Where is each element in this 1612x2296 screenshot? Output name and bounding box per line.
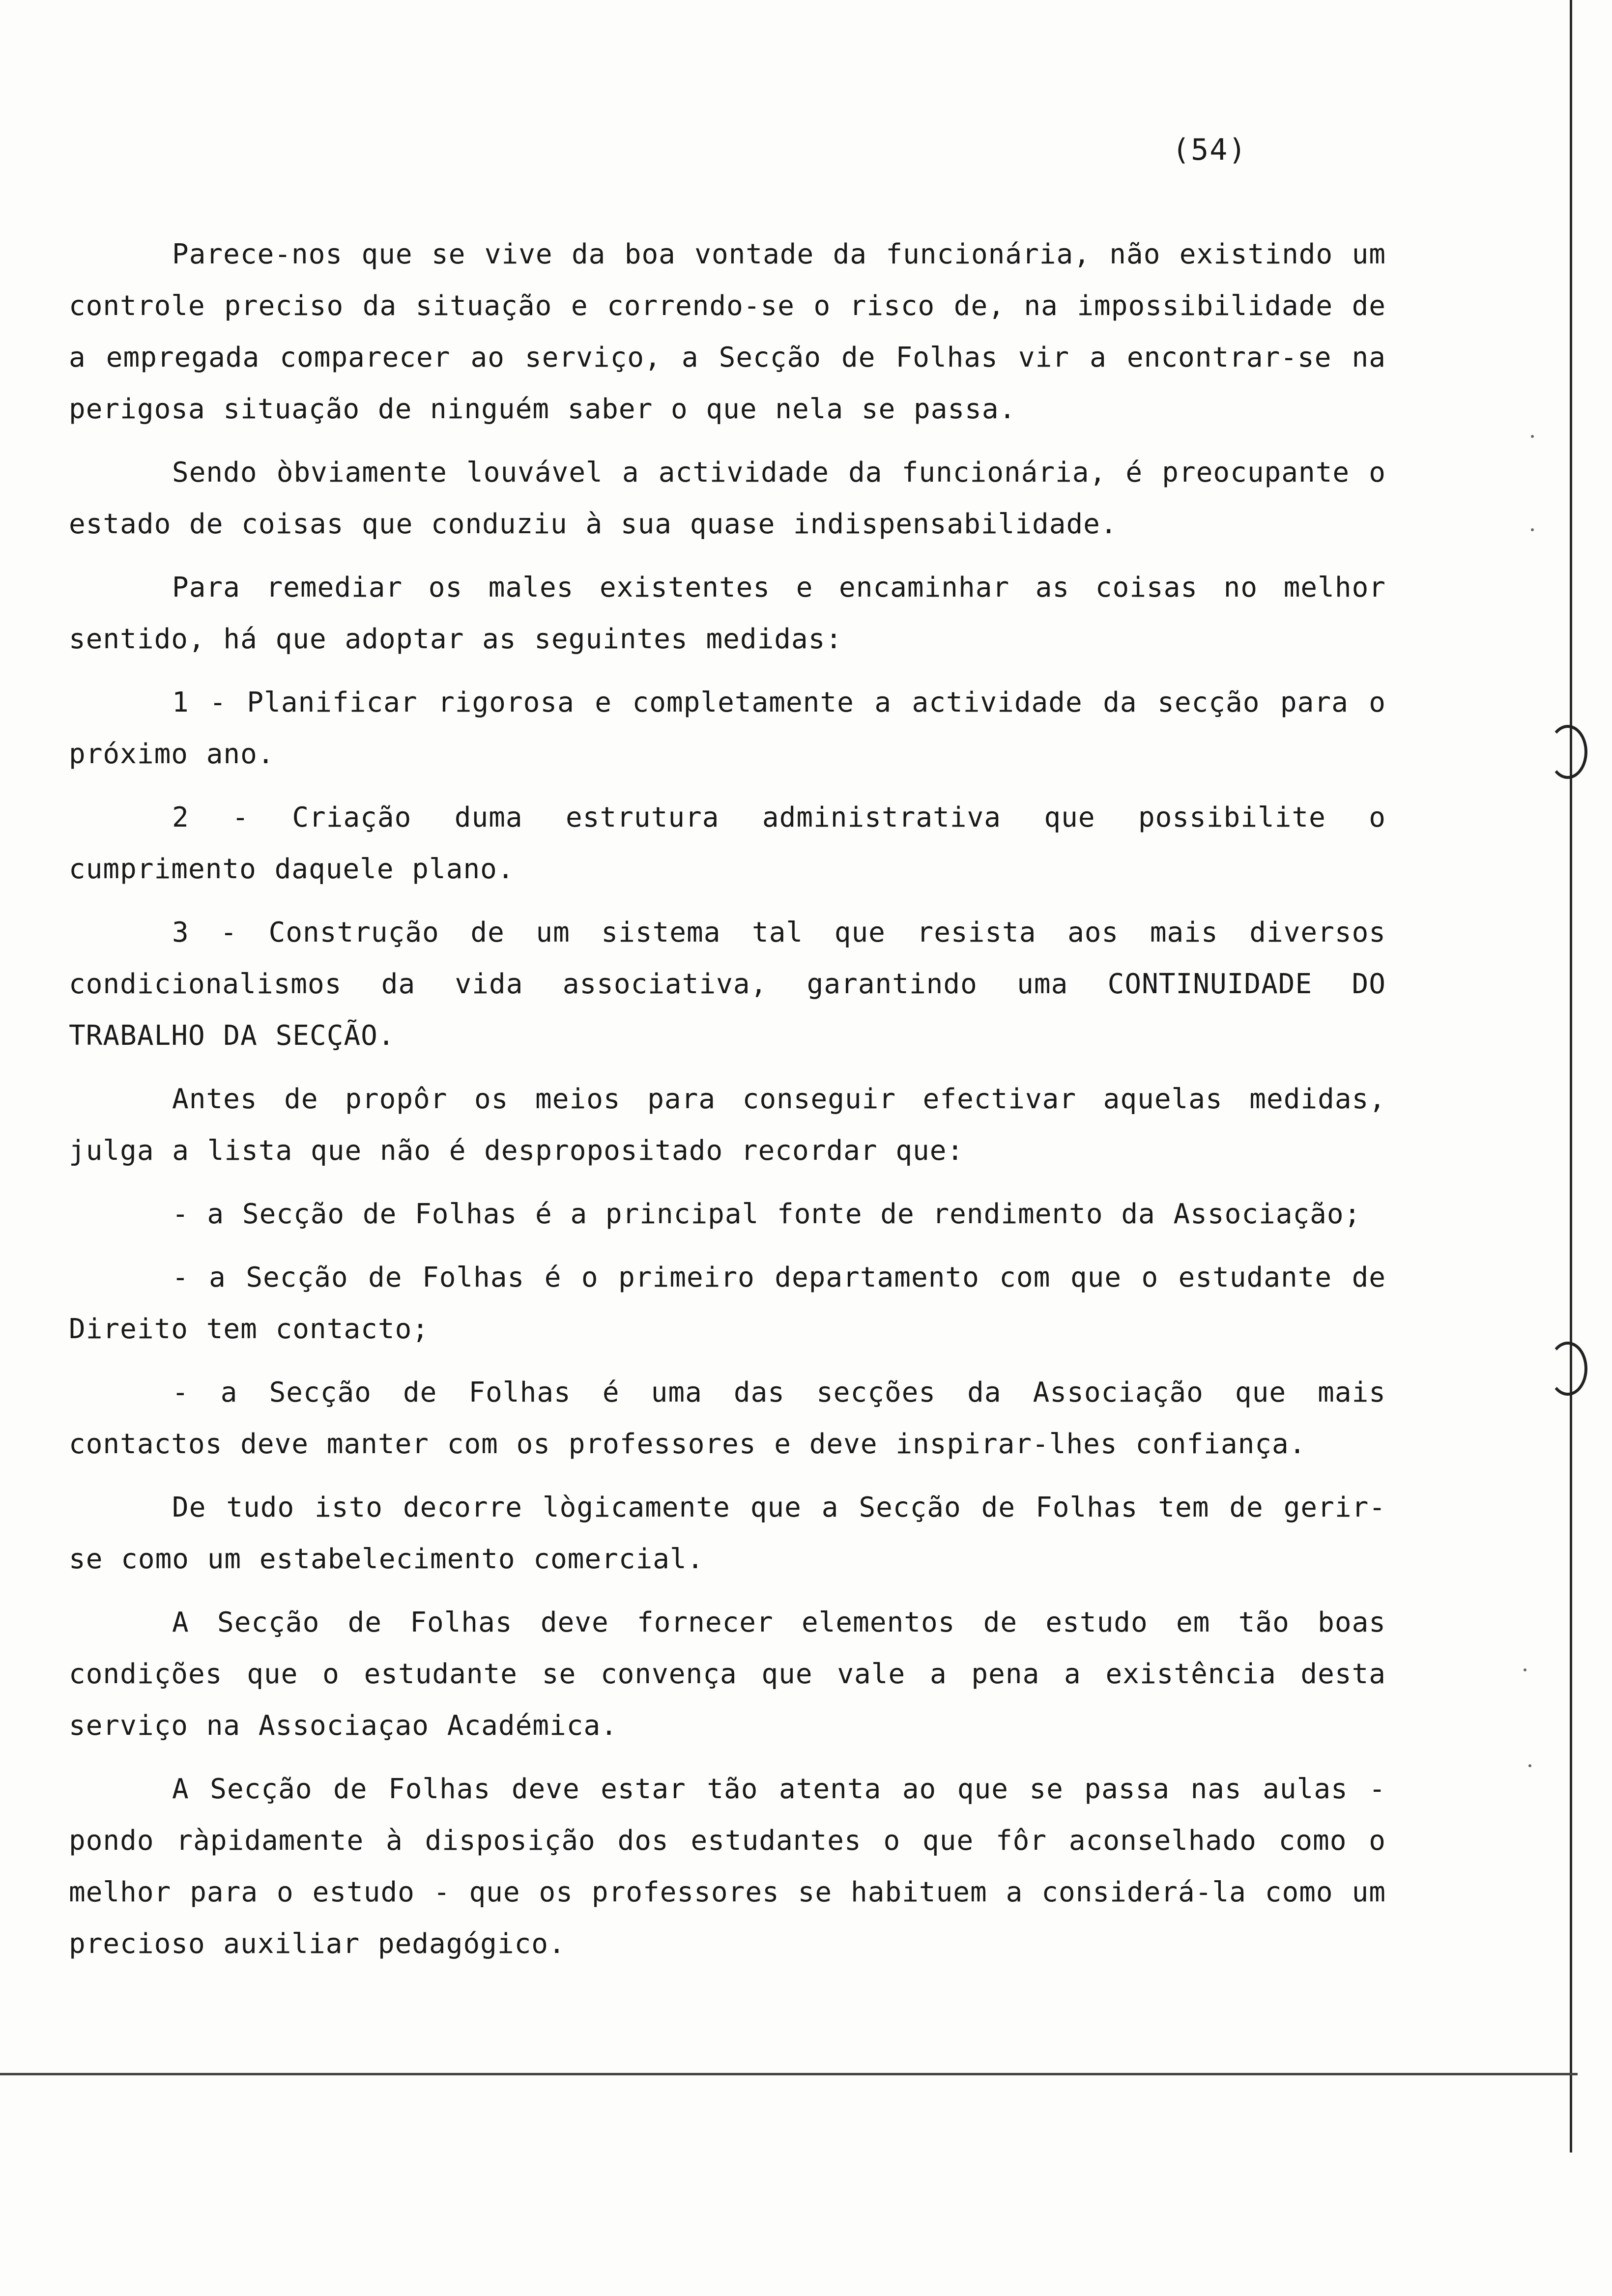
scan-speck bbox=[1528, 1764, 1531, 1767]
bullet-item: - a Secção de Folhas é o primeiro departamento com que o estudante de Direito tem contacto; bbox=[69, 1262, 1386, 1345]
paragraph: A Secção de Folhas deve fornecer elementos de estudo em tão boas condições que o estudante se convença que vale a pena a existência desta serviço na Associaçao Académica. bbox=[69, 1607, 1386, 1742]
punch-hole-mark bbox=[1548, 725, 1587, 779]
body-text bbox=[69, 229, 1386, 1981]
list-item: 3 - Construção de um sistema tal que resista aos mais diversos condicionalismos da vida associativa, garantindo uma CONTINUIDADE DO TRABALHO DA SECÇÃO. bbox=[69, 917, 1386, 1052]
bottom-rule bbox=[0, 2073, 1578, 2075]
bullet-item: - a Secção de Folhas é a principal fonte de rendimento da Associação; bbox=[172, 1198, 1361, 1230]
paragraph: A Secção de Folhas deve estar tão atenta ao que se passa nas aulas - pondo ràpidamente à disposição dos estudantes o que fôr aconselhado como o melhor para o estudo - que os professores se habituem a considerá-la como um precioso auxiliar pedagógico. bbox=[69, 1773, 1386, 1960]
paragraph: Para remediar os males existentes e encaminhar as coisas no melhor sentido, há que adoptar as seguintes medidas: bbox=[69, 572, 1386, 655]
paragraph: Parece-nos que se vive da boa vontade da funcionária, não existindo um controle preciso da situação e correndo-se o risco de, na impossibilidade de a empregada comparecer ao serviço, a Secção de Folhas vir a encontrar-se na perigosa situação de ninguém saber o que nela se passa. bbox=[69, 238, 1386, 425]
paragraph: Antes de propôr os meios para conseguir efectivar aquelas medidas, julga a lista que não é despropositado recordar que: bbox=[69, 1083, 1386, 1167]
scan-speck bbox=[1524, 1668, 1526, 1671]
page-number: (54) bbox=[1172, 133, 1247, 167]
bullet-item: - a Secção de Folhas é uma das secções da Associação que mais contactos deve manter com os professores e deve inspirar-lhes confiança. bbox=[69, 1377, 1386, 1460]
list-item: 2 - Criação duma estrutura administrativa que possibilite o cumprimento daquele plano. bbox=[69, 802, 1386, 885]
scan-speck bbox=[1531, 435, 1534, 438]
scan-speck bbox=[1531, 528, 1534, 531]
paragraph: De tudo isto decorre lògicamente que a Secção de Folhas tem de gerir-se como um estabelecimento comercial. bbox=[69, 1492, 1386, 1575]
paragraph: Sendo òbviamente louvável a actividade da funcionária, é preocupante o estado de coisas que conduziu à sua quase indispensabilidade. bbox=[69, 457, 1386, 540]
page-edge-line bbox=[1570, 0, 1572, 2152]
list-item: 1 - Planificar rigorosa e completamente a actividade da secção para o próximo ano. bbox=[69, 687, 1386, 770]
punch-hole-mark bbox=[1548, 1342, 1587, 1396]
